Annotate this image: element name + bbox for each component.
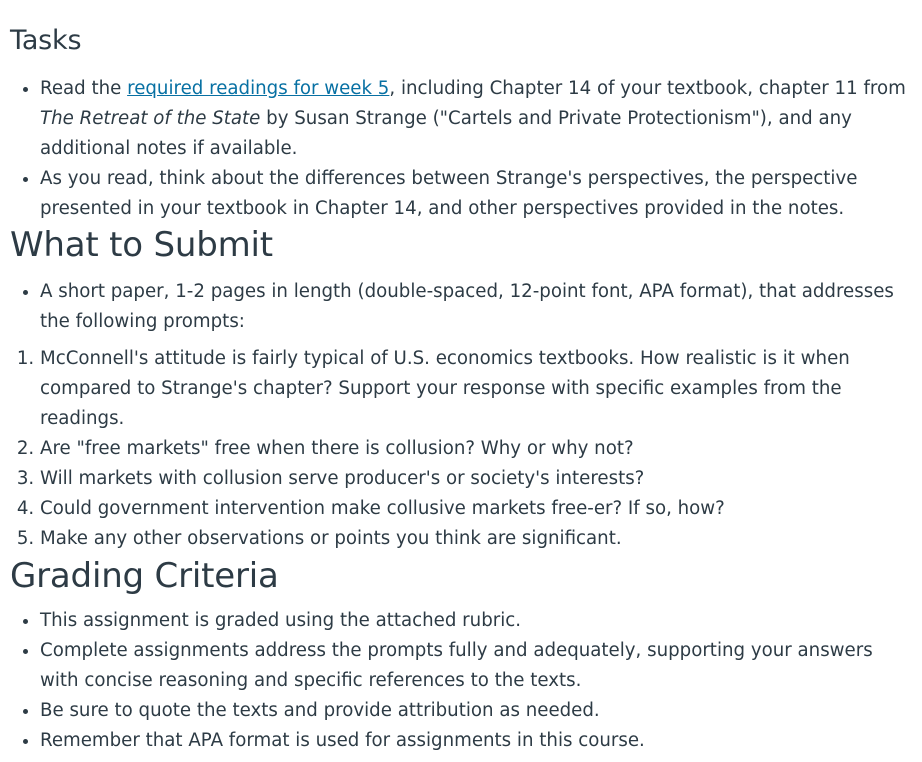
submit-list: [10, 277, 910, 337]
book-title: The Retreat of the State: [40, 108, 261, 129]
grading-list: [10, 606, 910, 756]
submit-section: [10, 227, 910, 554]
submit-item: • A short paper, 1-2 pages in length (double-spaced, 12-point font, APA format), that addresses the following prompts:: [40, 277, 910, 337]
task-text: , including Chapter 14 of your textbook, chapter 11 from: [389, 78, 906, 99]
prompt-item: 2. Are "free markets" free when there is collusion? Why or why not?: [40, 434, 910, 464]
task-item-perspectives: • As you read, think about the differences between Strange's perspectives, the perspective presented in your textbook in Chapter 14, and other perspectives provided in the notes.: [40, 164, 910, 224]
required-readings-link[interactable]: required readings for week 5: [127, 78, 390, 99]
tasks-heading: Tasks: [10, 25, 82, 56]
prompt-item: 3. Will markets with collusion serve producer's or society's interests?: [40, 464, 910, 494]
grading-item: • This assignment is graded using the attached rubric.: [40, 606, 910, 636]
grading-item: • Complete assignments address the prompts fully and adequately, supporting your answers with concise reasoning and specific references to the texts.: [40, 636, 910, 696]
prompt-item: 1. McConnell's attitude is fairly typical of U.S. economics textbooks. How realistic is it when compared to Strange's chapter? Support your response with specific examples from the readings.: [40, 344, 910, 434]
prompt-item: 5. Make any other observations or points you think are significant.: [40, 524, 910, 554]
submit-heading: What to Submit: [10, 225, 273, 265]
task-text: Read the: [40, 78, 128, 99]
prompt-item: 4. Could government intervention make collusive markets free-er? If so, how?: [40, 494, 910, 524]
grading-section: [10, 558, 910, 756]
task-text: by Susan Strange ("Cartels and Private Protectionism"), and any additional notes if available.: [40, 108, 852, 159]
grading-heading: Grading Criteria: [10, 556, 279, 596]
grading-item: • Be sure to quote the texts and provide attribution as needed.: [40, 696, 910, 726]
tasks-section: [10, 0, 910, 224]
grading-item: • Remember that APA format is used for assignments in this course.: [40, 726, 910, 756]
prompts-list: [10, 344, 910, 554]
tasks-list: [10, 74, 910, 224]
task-item-readings: [40, 74, 910, 164]
